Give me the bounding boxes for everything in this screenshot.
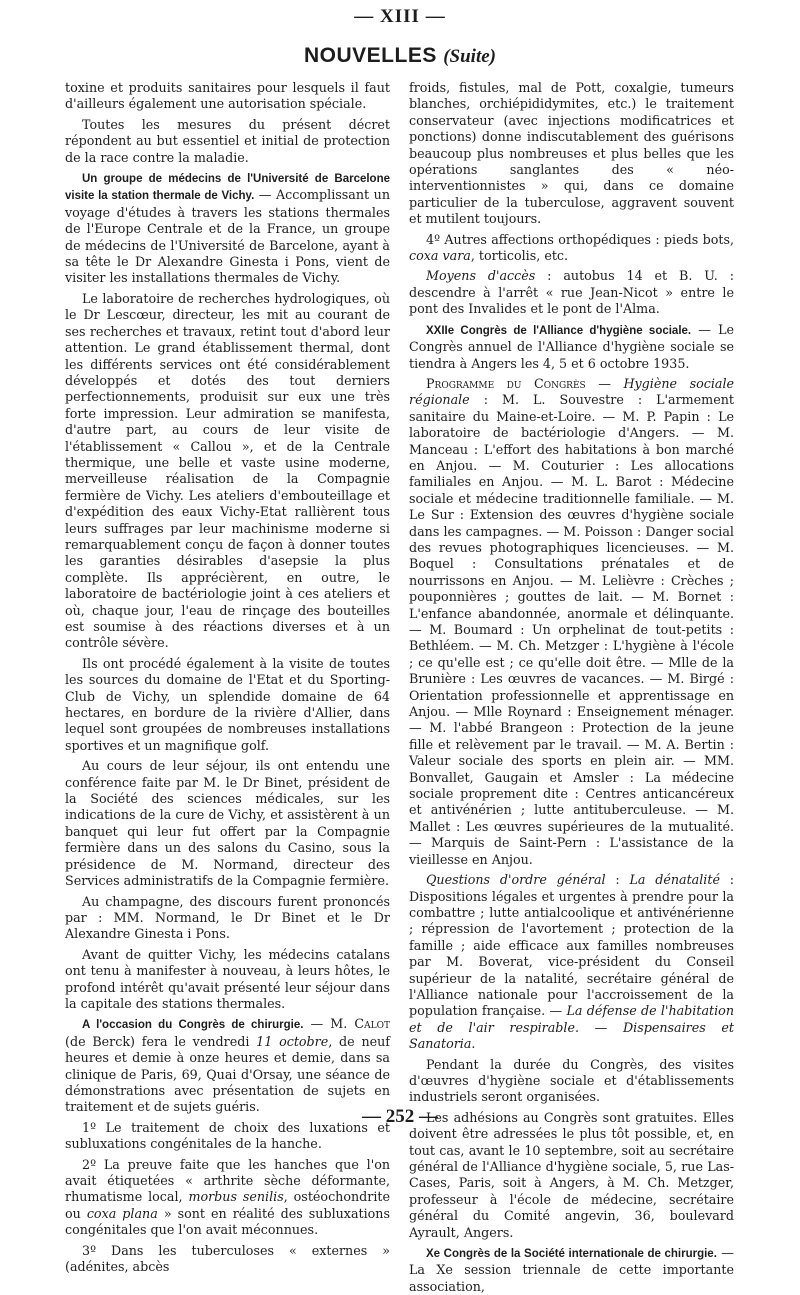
news-body: — M. — [303, 1016, 355, 1032]
list-item: 3º Dans les tuberculoses « externes » (adénites, abcès — [65, 1242, 390, 1275]
news-item-chirurgie — [65, 1016, 390, 1115]
section-title-main: NOUVELLES — [304, 44, 437, 67]
news-body: — La Xe session triennale de cette importante association, — [409, 1245, 734, 1294]
paragraph: Pendant la durée du Congrès, des visites d'œuvres d'hygiène sociale et d'établissements industriels seront organisées. — [409, 1056, 734, 1105]
list-item — [409, 232, 734, 265]
news-heading: Un groupe de médecins de l'Université de Barcelone visite la station thermale de Vichy. — [65, 173, 390, 203]
section-title — [0, 44, 800, 68]
paragraph: Ils ont procédé également à la visite de toutes les sources du domaine de l'Etat et du Sporting-Club de Vichy, un splendide domaine de 64 hectares, en bordure de la rivière d'Allier, dans lequel sont groupées de nombreuses installations sportives et un magnifique golf. — [65, 655, 390, 753]
program-text: : M. L. Souvestre : L'armement sanitaire du Maine-et-Loire. — M. P. Papin : Le laboratoire de bactériologie d'Angers. — M. Manceau : L'effort des habitations à bon marché en Anjou. — M. Couturier : Les allocations familiales en Anjou. — M. L. Barot : Médecine sociale et médecine traditionnelle familiale. — M. Le Sur : Extension des œuvres d'hygiène sociale dans les campagnes. — M. Poisson : Danger social des revues photographiques licencieuses. — M. Boquel : Consultations prénatales et de nourrissons en Anjou. — M. Lelièvre : Crèches ; pouponnières ; gouttes de lait. — M. Bornet : L'enfance abandonnée, anormale et délinquante. — M. Boumard : Un orphelinat de tout-petits : Bethléem. — M. Ch. Metzger : L'hygiène à l'école ; ce qu'elle est ; ce qu'elle doit être. — Mlle de la Brunière : Les œuvres de vacances. — M. Birgé : Orientation professionnelle et apprentissage en Anjou. — Mlle Roynard : Enseignement ménager. — M. l'abbé Brangeon : Protection de la jeune fille et relèvement par le travail. — M. A. Bertin : Valeur sociale des sports en plein air. — MM. Bonvallet, Gaugain et Amsler : La médecine sociale proprement dite : Centres anticancéreux et antivénérien ; lutte antituberculeuse. — M. Mallet : Les œuvres supérieures de la mutualité. — Marquis de Saint-Pern : L'assistance de la vieillesse en Anjou. — [409, 392, 734, 867]
paragraph: Le laboratoire de recherches hydrologiques, où le Dr Lescœur, directeur, les mit au courant de ses recherches et travaux, retint tout d'abord leur attention. Le grand établissement thermal, dont les différents services ont été considérablement développés et dotés des tout derniers perfectionnements, produisit sur eux une très forte impression. Leur admiration se manifesta, d'autre part, au cours de leur visite de l'établissement « Callou », et de la Centrale thermique, une belle et vaste usine moderne, merveilleuse réalisation de la Compagnie fermière de Vichy. Les ateliers d'embouteillage et d'expédition des eaux Vichy-Etat rallièrent tous leurs suffrages par leur machinisme moderne si remarquablement conçu de façon à donner toutes les garanties désirables d'asepsie la plus complète. Ils apprécièrent, en outre, le laboratoire de bactériologie joint à ces ateliers et où, chaque jour, l'eau de rinçage des bouteilles est soumise à des réactions diverses et à un contrôle sévère. — [65, 290, 390, 651]
paragraph: toxine et produits sanitaires pour lesquels il faut d'ailleurs également une autorisation spéciale. — [65, 80, 390, 112]
right-column — [409, 80, 735, 1294]
access-label: Moyens d'accès — [426, 268, 536, 284]
page-number: — 252 — — [362, 1106, 438, 1127]
list-item — [65, 1157, 390, 1239]
program-label: Programme du Congrès — [426, 375, 586, 391]
list-text: , ostéochondrite ou — [65, 1189, 391, 1221]
news-heading: XXIIe Congrès de l'Alliance d'hygiène sociale. — [426, 324, 692, 337]
list-text: 4º Autres affections orthopédiques : pieds bots, — [426, 231, 734, 247]
paragraph: Au champagne, des discours furent prononcés par : MM. Normand, le Dr Binet et le Dr Alexandre Ginesta i Pons. — [65, 893, 390, 942]
news-item-chirurgie-internationale — [409, 1245, 734, 1295]
questions-label: Questions d'ordre général — [426, 872, 606, 888]
paragraph: Au cours de leur séjour, ils ont entendu une conférence faite par M. le Dr Binet, président de la Société des sciences médicales, sur les indications de la cure de Vichy, et assistèrent à un banquet qui leur fut offert par la Compagnie fermière dans un des salons du Casino, sous la présidence de M. Normand, directeur des Services administratifs de la Compagnie fermière. — [65, 758, 390, 889]
list-text: » sont en réalité des subluxations congénitales que l'on avait méconnues. — [65, 1205, 390, 1238]
program-theme: Hygiène sociale régionale — [409, 375, 735, 408]
author-name: Calot — [354, 1016, 390, 1032]
news-body: (de Berck) fera le vendredi — [65, 1033, 257, 1049]
news-heading: A l'occasion du Congrès de chirurgie. — [82, 1019, 304, 1032]
separator: : — [605, 872, 630, 888]
questions-text: : Dispositions légales et urgentes à prendre pour la combattre ; lutte antialcoolique et antivénérienne ; répression de l'avortement ; protection de la famille ; aide efficace aux familles nombreuses par M. Boverat, vice-président du Conseil supérieur de la natalité, secrétaire général de l'Alliance nationale pour l'accroissement de la population française. — — [409, 872, 735, 1019]
questions-end: La défense de l'habitation et de l'air respirable. — Dispensaires et Sanatoria. — [409, 1003, 734, 1052]
latin-term: coxa plana — [86, 1205, 158, 1221]
news-heading: Xe Congrès de la Société internationale de chirurgie. — [426, 1248, 717, 1261]
list-text: 2º La preuve faite que les hanches que l'on avait étiquetées « arthrite sèche déformante, rhumatisme local, — [65, 1156, 390, 1205]
news-body: , de neuf heures et demie à onze heures et demie, dans sa clinique de Paris, 69, Quai d'Orsay, une séance de démonstrations avec présentation de sujets en traitement et de sujets guéris. — [65, 1033, 391, 1115]
congress-program — [409, 376, 734, 868]
paragraph: Toutes les mesures du présent décret répondent au but essentiel et initial de protection de la race contre la maladie. — [65, 116, 390, 165]
news-item-hygiene — [409, 322, 734, 372]
paragraph: froids, fistules, mal de Pott, coxalgie, tumeurs blanches, orchiépididymites, etc.) le traitement conservateur (avec injections modificatrices et ponctions) donne indiscutablement des guérisons beaucoup plus nombreuses et plus belles que les opérations sanglantes des « néo-interventionnistes » qui, dans ce domaine particulier de la tuberculose, aggravent souvent et mutilent toujours. — [409, 80, 734, 227]
separator: — — [585, 375, 624, 391]
general-questions — [409, 872, 734, 1052]
list-text: , torticolis, etc. — [470, 248, 569, 264]
latin-term: morbus senilis — [188, 1189, 284, 1205]
access-info — [409, 268, 734, 317]
list-item: 1º Le traitement de choix des luxations et subluxations congénitales de la hanche. — [65, 1119, 390, 1152]
section-title-suffix: (Suite) — [443, 46, 496, 67]
roman-page-number: — XIII — — [354, 6, 446, 27]
questions-theme: La dénatalité — [629, 872, 720, 888]
paragraph: Avant de quitter Vichy, les médecins catalans ont tenu à manifester à nouveau, à leurs hôtes, le profond intérêt qu'avait présenté leur séjour dans la capitale des stations thermales. — [65, 946, 390, 1011]
news-item-barcelone — [65, 170, 390, 287]
access-text: : autobus 14 et B. U. : descendre à l'arrêt « rue Jean-Nicot » entre le pont des Invalides et le pont de l'Alma. — [409, 268, 734, 317]
news-date: 11 octobre — [256, 1033, 329, 1049]
paragraph: Les adhésions au Congrès sont gratuites. Elles doivent être adressées le plus tôt possible, et, en tout cas, avant le 10 septembre, soit au secrétaire général de l'Alliance d'hygiène sociale, 5, rue Las-Cases, Paris, soit à Angers, à M. Ch. Metzger, professeur à l'école de médecine, secrétaire général du Comité angevin, 36, boulevard Ayrault, Angers. — [409, 1109, 734, 1240]
news-body: — Accomplissant un voyage d'études à travers les stations thermales de l'Europe Centrale et de la France, un groupe de médecins de l'Université de Barcelone, ayant à sa tête le Dr Alexandre Ginesta i Pons, vient de visiter les installations thermales de Vichy. — [65, 187, 390, 286]
left-column — [65, 80, 391, 1275]
news-body: — Le Congrès annuel de l'Alliance d'hygiène sociale se tiendra à Angers les 4, 5 et 6 octobre 1935. — [409, 321, 735, 371]
latin-term: coxa vara — [409, 248, 471, 264]
